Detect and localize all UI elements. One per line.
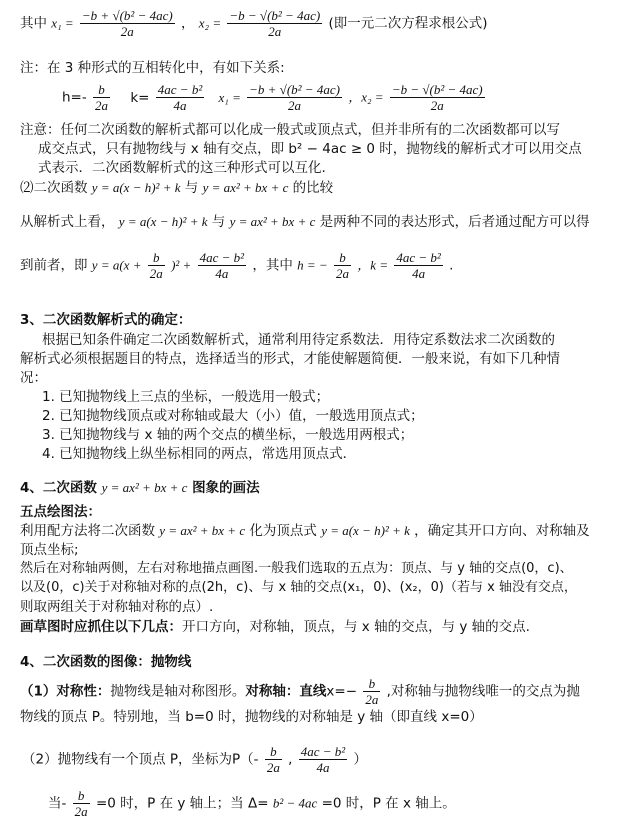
section4b-line-2: 物线的顶点 P。特别地，当 b=0 时，抛物线的对称轴是 y 轴（即直线 x=0） — [20, 709, 483, 725]
root-formula-line: 其中 x₁ = $\frac{\text{−b + √(b² − 4ac)}}{2a}$ ， x₂ = $\frac{\text{−b − √(b² − 4ac)}}{2a}$ (即一元二次方程求根公式) — [20, 8, 488, 39]
section3-p3: 况： — [20, 370, 47, 386]
x1-fraction-2: $\frac{\text{−b + √(b² − 4ac)}}{2a}$ — [249, 82, 340, 113]
section4b-line-4: 当- $\frac{b}{2a}$ =0 时，P 在 y 轴上；当 Δ= b² − 4ac =0 时，P 在 x 轴上。 — [48, 788, 456, 819]
compare-title: ⑵二次函数 y = a(x − h)² + k 与 y = ax² + bx + c 的比较 — [20, 180, 334, 196]
root-formula-note: (即一元二次方程求根公式) — [328, 15, 488, 32]
section4a-line-1: 利用配方法将二次函数 y = ax² + bx + c 化为顶点式 y = a(x − h)² + k ，确定其开口方向、对称轴及 — [20, 523, 590, 539]
section4b-line-1: （1）对称性：抛物线是轴对称图形。对称轴：直线x=− $\frac{b}{2a}$ ,对称轴与抛物线唯一的交点为抛 — [20, 676, 580, 707]
section4b-title: 4、二次函数的图像：抛物线 — [20, 654, 192, 670]
k-fraction: $\frac{\text{4ac − b²}}{4a}$ — [157, 82, 203, 113]
section4a-line-2: 顶点坐标; — [20, 542, 79, 558]
section4a-subtitle: 五点绘图法： — [20, 504, 101, 520]
x1-label: x₁ = — [51, 15, 74, 31]
x2-label: x₂ = — [198, 15, 222, 31]
attention-line-2: 成交点式，只有抛物线与 x 轴有交点，即 b² − 4ac ≥ 0 时，抛物线的解析式才可以用交点 — [38, 141, 582, 157]
relations-line: h=- $\frac{b}{2a}$ k= $\frac{\text{4ac − b²}}{4a}$ x₁ = $\frac{\text{−b + √(b² − 4ac)}}{2a}$ ，x₂ = $\frac{\text{−b − √(b² − 4ac)}}{2a}$ — [62, 82, 483, 113]
section3-item-1: 1. 已知抛物线上三点的坐标，一般选用一般式； — [42, 389, 330, 405]
section3-p2: 解析式必须根据题目的特点，选择适当的形式，才能使解题简便．一般来说，有如下几种情 — [20, 351, 560, 367]
section3-item-2: 2. 已知抛物线顶点或对称轴或最大（小）值，一般选用顶点式； — [42, 408, 424, 424]
note-title: 注：在 3 种形式的互相转化中，有如下关系: — [20, 60, 285, 76]
section4a-line-6: 画草图时应抓住以下几点：开口方向，对称轴，顶点，与 x 轴的交点，与 y 轴的交点. — [20, 619, 530, 635]
section4a-line-3: 然后在对称轴两侧，左右对称地描点画图.一般我们选取的五点为：顶点、与 y 轴的交点(0，c)、 — [20, 561, 573, 576]
section4a-title: 4、二次函数 y = ax² + bx + c 图象的画法 — [20, 480, 260, 496]
x2-fraction-2: $\frac{\text{−b − √(b² − 4ac)}}{2a}$ — [391, 82, 483, 113]
section3-item-3: 3. 已知抛物线与 x 轴的两个交点的横坐标，一般选用两根式； — [42, 427, 414, 443]
section3-title: 3、二次函数解析式的确定： — [20, 312, 192, 328]
attention-line-1: 注意：任何二次函数的解析式都可以化成一般式或顶点式，但并非所有的二次函数都可以写 — [20, 122, 560, 138]
section4a-line-4: 以及(0，c)关于对称轴对称的点(2h，c)、与 x 轴的交点(x₁，0)、(x₂，0)（若与 x 轴没有交点， — [20, 580, 577, 595]
x2-fraction: $\frac{\text{−b − √(b² − 4ac)}}{2a}$ — [229, 8, 321, 39]
h-fraction: $\frac{b}{2a}$ — [95, 82, 109, 113]
section4a-line-5: 则取两组关于对称轴对称的点）. — [20, 599, 214, 615]
x1-fraction: $\frac{\text{−b + √(b² − 4ac)}}{2a}$ — [81, 8, 173, 39]
compare-line-2: 到前者，即 y = a(x + $\frac{b}{2a}$ )² + $\frac{\text{4ac − b²}}{4a}$ ，其中 h = − $\frac{b}{2a}$ ，k = $\frac{\text{4ac − b²}}{4a}$ . — [20, 250, 454, 281]
compare-line-1: 从解析式上看， y = a(x − h)² + k 与 y = ax² + bx + c 是两种不同的表达形式，后者通过配方可以得 — [20, 214, 590, 230]
attention-line-3: 式表示．二次函数解析式的这三种形式可以互化. — [38, 160, 326, 176]
section4b-line-3: （2）抛物线有一个顶点 P，坐标为P（- $\frac{b}{2a}$ , $\frac{\text{4ac − b²}}{4a}$ ） — [22, 744, 367, 775]
section3-p1: 根据已知条件确定二次函数解析式，通常利用待定系数法．用待定系数法求二次函数的 — [42, 332, 555, 348]
section3-item-4: 4. 已知抛物线上纵坐标相同的两点，常选用顶点式． — [42, 446, 357, 462]
